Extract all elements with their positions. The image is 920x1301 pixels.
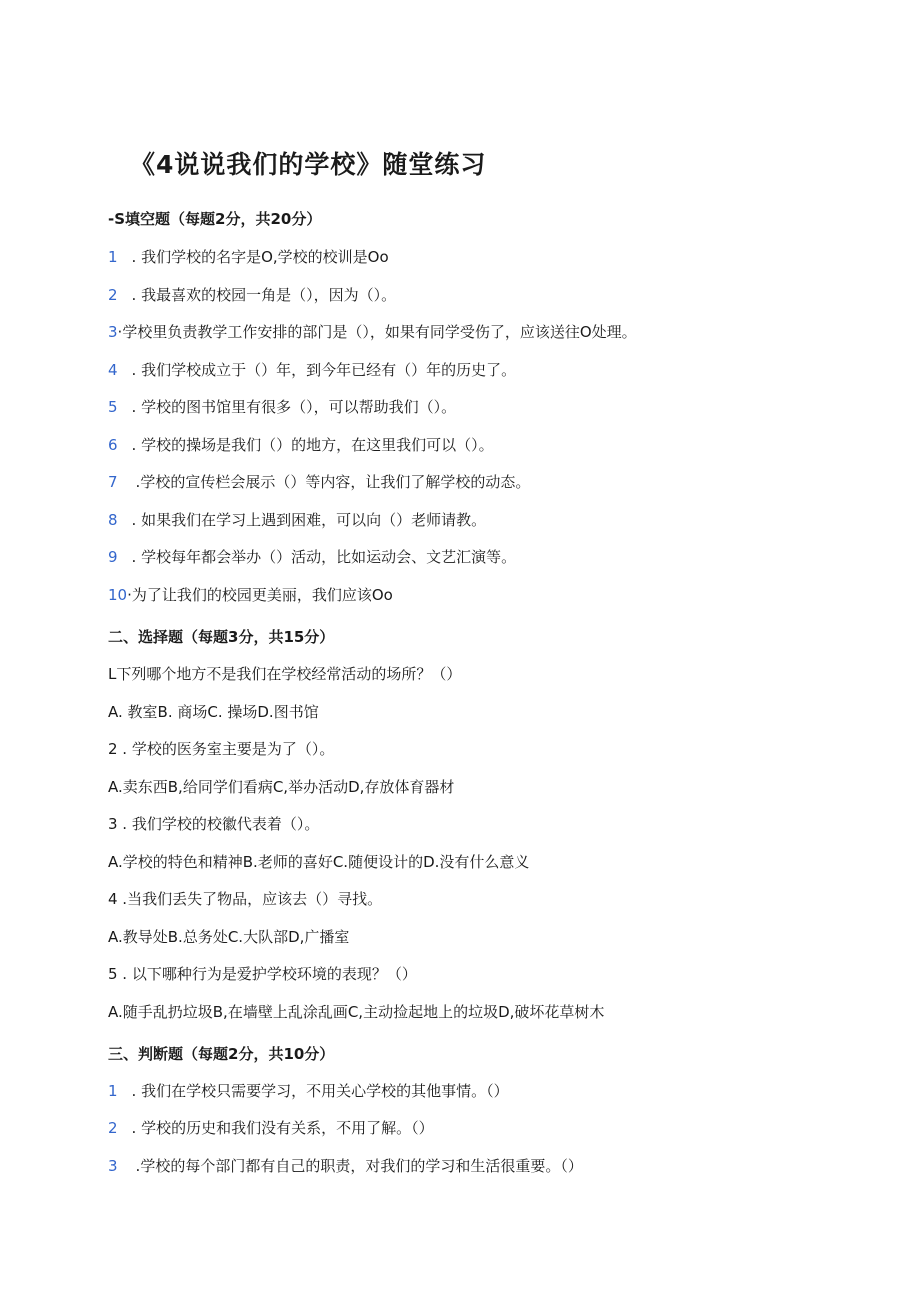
question-text: . 学校的图书馆里有很多（），可以帮助我们（）。 — [131, 398, 457, 416]
question-line — [108, 435, 494, 455]
question-number: 1 — [108, 248, 118, 266]
question-number: 3 — [108, 323, 118, 341]
question-text: 2 . 学校的医务室主要是为了（）。 — [108, 740, 335, 758]
question-line — [108, 585, 393, 605]
question-text: . 我们在学校只需要学习，不用关心学校的其他事情。（） — [131, 1082, 509, 1100]
question-text: 3 . 我们学校的校徽代表着（）。 — [108, 815, 320, 833]
question-line — [108, 472, 530, 492]
question-line — [108, 547, 516, 567]
question-text: L下列哪个地方不是我们在学校经常活动的场所？（） — [108, 665, 462, 683]
question-number: 2 — [108, 1119, 118, 1137]
question-line — [108, 1081, 509, 1101]
section-heading-true-false: 三、判断题（每题2分，共10分） — [108, 1045, 335, 1063]
question-text: . 如果我们在学习上遇到困难，可以向（）老师请教。 — [131, 511, 487, 529]
question-text: .学校的每个部门都有自己的职责，对我们的学习和生活很重要。（） — [135, 1157, 583, 1175]
section-heading-fill-blank: -S填空题（每题2分，共20分） — [108, 210, 322, 228]
question-text: 5 . 以下哪种行为是爱护学校环境的表现？（） — [108, 965, 417, 983]
question-line — [108, 247, 389, 267]
question-line — [108, 322, 637, 342]
question-number: 7 — [108, 473, 118, 491]
question-text: . 学校的操场是我们（）的地方，在这里我们可以（）。 — [131, 436, 494, 454]
question-line — [108, 1118, 434, 1138]
question-text: . 学校的历史和我们没有关系，不用了解。（） — [131, 1119, 434, 1137]
question-text: . 我们学校成立于（）年，到今年已经有（）年的历史了。 — [131, 361, 517, 379]
answer-options: A.学校的特色和精神B.老师的喜好C.随便设计的D.没有什么意义 — [108, 853, 530, 871]
question-line — [108, 285, 396, 305]
question-number: 6 — [108, 436, 118, 454]
question-text: ·学校里负责教学工作安排的部门是（），如果有同学受伤了，应该送往O处理。 — [117, 323, 637, 341]
question-number: 5 — [108, 398, 118, 416]
question-number: 10 — [108, 586, 128, 604]
question-number: 8 — [108, 511, 118, 529]
question-number: 1 — [108, 1082, 118, 1100]
answer-options: A.卖东西B,给同学们看病C,举办活动D,存放体育器材 — [108, 778, 455, 796]
question-line — [108, 1156, 583, 1176]
question-text: . 学校每年都会举办（）活动，比如运动会、文艺汇演等。 — [131, 548, 517, 566]
question-number: 2 — [108, 286, 118, 304]
question-line — [108, 360, 516, 380]
question-number: 3 — [108, 1157, 118, 1175]
question-line — [108, 397, 456, 417]
question-number: 4 — [108, 361, 118, 379]
question-text: 4 .当我们丢失了物品，应该去（）寻找。 — [108, 890, 383, 908]
question-text: .学校的宣传栏会展示（）等内容，让我们了解学校的动态。 — [135, 473, 531, 491]
section-heading-multiple-choice: 二、选择题（每题3分，共15分） — [108, 628, 335, 646]
question-text: . 我最喜欢的校园一角是（），因为（）。 — [131, 286, 397, 304]
page-title: 《4说说我们的学校》随堂练习 — [130, 150, 487, 179]
question-text: ·为了让我们的校园更美丽，我们应该Oo — [127, 586, 393, 604]
answer-options: A.随手乱扔垃圾B,在墙壁上乱涂乱画C,主动捡起地上的垃圾D,破坏花草树木 — [108, 1003, 605, 1021]
question-line — [108, 510, 486, 530]
answer-options: A.教导处B.总务处C.大队部D,广播室 — [108, 928, 350, 946]
question-text: . 我们学校的名字是O,学校的校训是Oo — [131, 248, 389, 266]
question-number: 9 — [108, 548, 118, 566]
answer-options: A. 教室B. 商场C. 操场D.图书馆 — [108, 703, 319, 721]
